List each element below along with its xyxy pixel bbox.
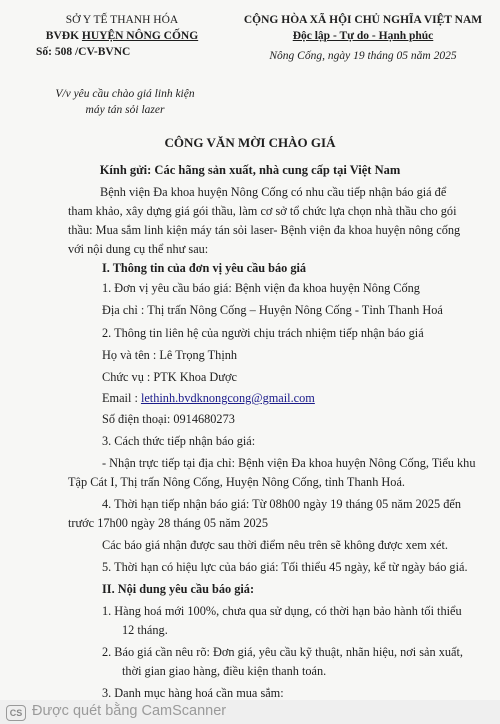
camscanner-footer bbox=[0, 700, 500, 724]
intro-line-2: tham khảo, xây dựng giá gói thầu, làm cơ sở tổ chức lựa chọn nhà thầu cho gói bbox=[68, 204, 457, 218]
contact-position: Chức vụ : PTK Khoa Dược bbox=[102, 370, 237, 384]
camscanner-watermark: Được quét bằng CamScanner bbox=[32, 703, 227, 719]
deadline-line-2: trước 17h00 ngày 28 tháng 05 năm 2025 bbox=[68, 516, 268, 530]
document-number: Số: 508 /CV-BVNC bbox=[36, 46, 131, 58]
intro-line-4: với nội dung cụ thể như sau: bbox=[68, 242, 209, 256]
deadline-line-1: 4. Thời hạn tiếp nhận báo giá: Từ 08h00 ngày 19 tháng 05 năm 2025 đến bbox=[102, 497, 462, 511]
direct-receipt-line-1: - Nhận trực tiếp tại địa chỉ: Bệnh viện Đa khoa huyện Nông Cống, Tiểu khu bbox=[102, 456, 476, 470]
contact-heading: 2. Thông tin liên hệ của người chịu trách nhiệm tiếp nhận báo giá bbox=[102, 326, 424, 340]
issue-date: Nông Cống, ngày 19 tháng 05 năm 2025 bbox=[269, 50, 457, 62]
country-name: CỘNG HÒA XÃ HỘI CHỦ NGHĨA VIỆT NAM bbox=[243, 14, 483, 26]
direct-receipt-line-2: Tập Cát I, Thị trấn Nông Cống, Huyện Nông Cống, tỉnh Thanh Hoá. bbox=[68, 475, 405, 489]
national-motto-block bbox=[232, 12, 494, 64]
section-2-heading: II. Nội dung yêu cầu báo giá: bbox=[102, 582, 255, 596]
requirement-2-line-1: 2. Báo giá cần nêu rõ: Đơn giá, yêu cầu kỹ thuật, nhãn hiệu, nơi sản xuất, bbox=[102, 645, 463, 659]
contact-email: Email : lethinh.bvdknongcong@gmail.com bbox=[102, 391, 315, 405]
email-link[interactable]: lethinh.bvdknongcong@gmail.com bbox=[140, 391, 315, 405]
issuer-department: SỞ Y TẾ THANH HÓA bbox=[65, 14, 179, 26]
motto: Độc lập - Tự do - Hạnh phúc bbox=[292, 30, 434, 42]
section-1-heading: I. Thông tin của đơn vị yêu cầu báo giá bbox=[102, 261, 307, 275]
late-notice: Các báo giá nhận được sau thời điểm nêu trên sẽ không được xem xét. bbox=[102, 538, 448, 552]
recipient-line: Kính gửi: Các hãng sản xuất, nhà cung cấp tại Việt Nam bbox=[99, 163, 401, 177]
camscanner-logo-icon: CS bbox=[6, 705, 26, 721]
intro-line-1: Bệnh viện Đa khoa huyện Nông Cống có nhu cầu tiếp nhận báo giá để bbox=[100, 185, 447, 199]
address: Địa chỉ : Thị trấn Nông Cống – Huyện Nông Cống - Tỉnh Thanh Hoá bbox=[102, 303, 443, 317]
receipt-method-heading: 3. Cách thức tiếp nhận báo giá: bbox=[102, 434, 256, 448]
requirement-3: 3. Danh mục hàng hoá cần mua sắm: bbox=[102, 686, 284, 700]
document-title: CÔNG VĂN MỜI CHÀO GIÁ bbox=[164, 135, 336, 150]
intro-line-3: thầu: Mua sắm linh kiện máy tán sỏi laser- Bệnh viện đa khoa huyện nông cống bbox=[68, 223, 461, 237]
requirement-2-line-2: thời gian giao hàng, điều kiện thanh toán. bbox=[122, 664, 327, 678]
requirement-1-line-2: 12 tháng. bbox=[122, 623, 168, 637]
requesting-unit: 1. Đơn vị yêu cầu báo giá: Bệnh viện đa khoa huyện Nông Cống bbox=[102, 281, 420, 295]
issuer-block bbox=[22, 12, 222, 44]
subject-line: V/v yêu cầu chào giá linh kiện máy tán sỏi lazer bbox=[55, 88, 195, 116]
contact-name: Họ và tên : Lê Trọng Thịnh bbox=[102, 348, 238, 362]
issuer-hospital: BVĐK HUYỆN NÔNG CỐNG bbox=[45, 30, 199, 42]
requirement-1-line-1: 1. Hàng hoá mới 100%, chưa qua sử dụng, có thời hạn bảo hành tối thiểu bbox=[102, 604, 462, 618]
validity-period: 5. Thời hạn có hiệu lực của báo giá: Tối thiểu 45 ngày, kể từ ngày báo giá. bbox=[102, 560, 468, 574]
contact-phone: Số điện thoại: 0914680273 bbox=[102, 412, 235, 426]
